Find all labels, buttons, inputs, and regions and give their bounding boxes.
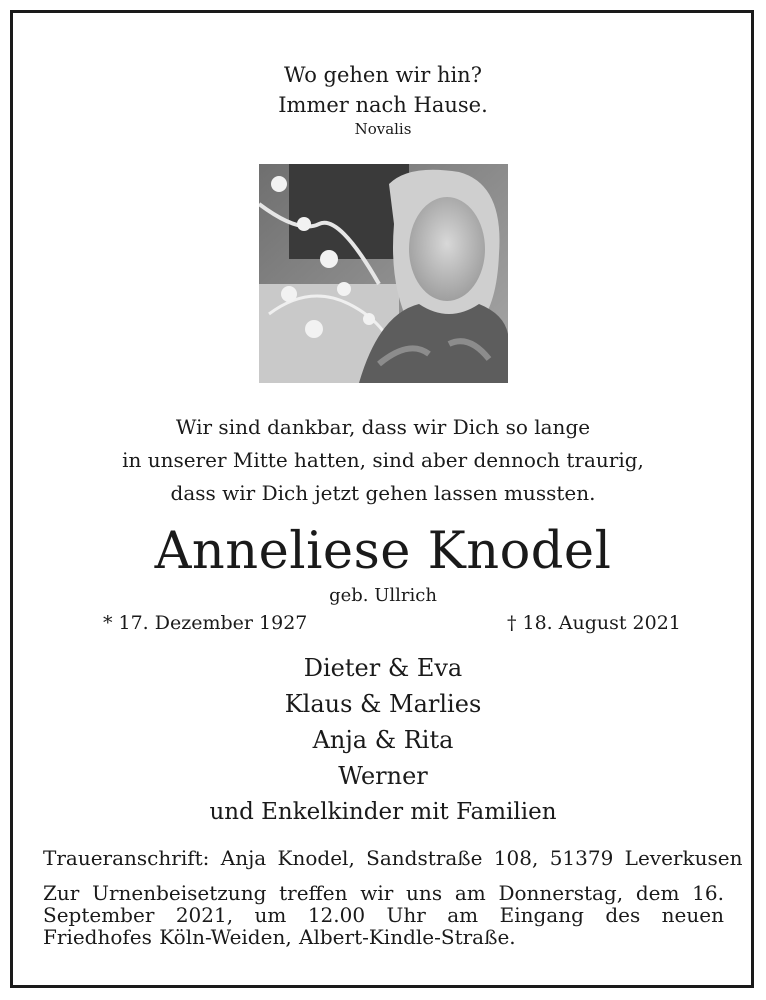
death-date: 18. August 2021 [522,612,681,634]
message-line-1: Wir sind dankbar, dass wir Dich so lange [175,415,591,439]
birth-date-line [103,610,307,636]
family-line-2: Klaus & Marlies [284,690,482,718]
birth-date: 17. Dezember 1927 [118,612,308,634]
family-line-4: Werner [338,762,428,790]
mourning-address: Traueranschrift: Anja Knodel, Sandstraße 108, 51379 Leverkusen [43,846,743,870]
quote-line-1: Wo gehen wir hin? [284,63,482,87]
condolence-message [0,411,766,510]
burial-info: Zur Urnenbeisetzung treffen wir uns am Donnerstag, dem 16. September 2021, um 12.00 Uhr am Eingang des neuen Friedhofes Köln-Weiden, Albert-Kindle-Straße. [43,881,724,949]
quote-author: Novalis [354,120,412,138]
deceased-name: Anneliese Knodel [154,522,612,581]
family-list [0,650,766,830]
maiden-name: geb. Ullrich [329,585,437,606]
portrait-photo-icon [259,164,508,383]
quote-line-2: Immer nach Hause. [278,93,488,117]
quote [0,60,766,120]
message-line-2: in unserer Mitte hatten, sind aber dennoch traurig, [122,448,644,472]
death-symbol: † [507,612,517,634]
family-line-3: Anja & Rita [312,726,454,754]
death-date-line [507,610,681,636]
family-line-5: und Enkelkinder mit Familien [209,799,557,825]
family-line-1: Dieter & Eva [303,654,463,682]
message-line-3: dass wir Dich jetzt gehen lassen mussten. [170,481,596,505]
portrait-photo [259,164,508,383]
birth-symbol: * [103,612,113,634]
